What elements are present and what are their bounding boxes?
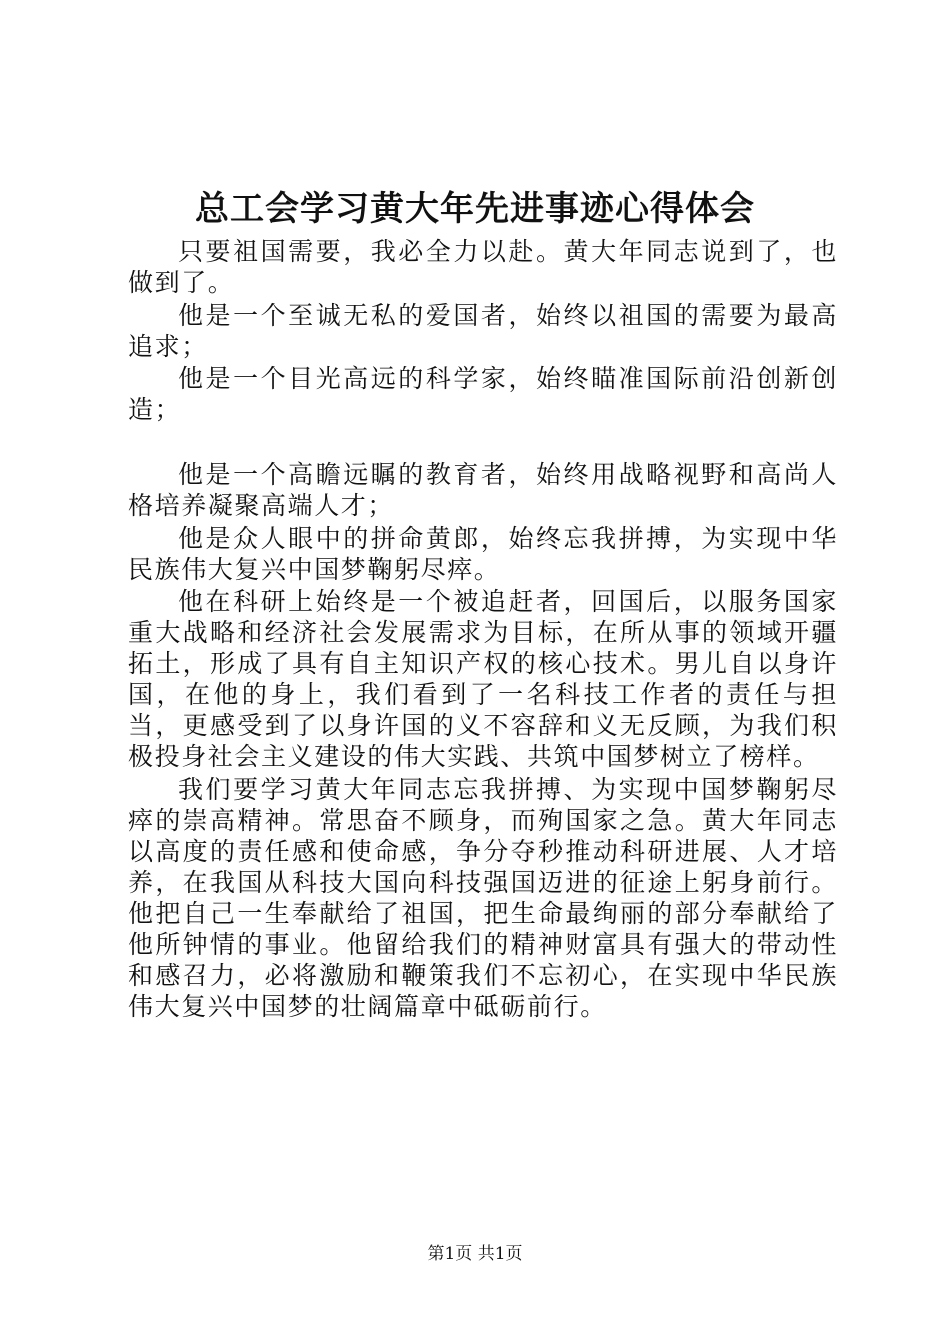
- document-body: [128, 236, 838, 1023]
- paragraph: 他是一个至诚无私的爱国者，始终以祖国的需要为最高追求；: [128, 300, 838, 361]
- page-number-footer: 第1页 共1页: [427, 1244, 523, 1264]
- paragraph: 他是一个目光高远的科学家，始终瞄准国际前沿创新创造；: [128, 364, 838, 424]
- paragraph: 他是众人眼中的拼命黄郎，始终忘我拼搏，为实现中华民族伟大复兴中国梦鞠躬尽瘁。: [128, 523, 838, 584]
- paragraph: 我们要学习黄大年同志忘我拼搏、为实现中国梦鞠躬尽瘁的崇高精神。常思奋不顾身，而殉国家之急。黄大年同志以高度的责任感和使命感，争分夺秒推动科研进展、人才培养，在我国从科技大国向科技强国迈进的征途上躬身前行。他把自己一生奉献给了祖国，把生命最绚丽的部分奉献给了他所钟情的事业。他留给我们的精神财富具有强大的带动性和感召力，必将激励和鞭策我们不忘初心，在实现中华民族伟大复兴中国梦的壮阔篇章中砥砺前行。: [128, 774, 838, 1021]
- paragraph: 只要祖国需要，我必全力以赴。黄大年同志说到了，也做到了。: [128, 237, 838, 297]
- paragraph: 他在科研上始终是一个被追赶者，回国后，以服务国家重大战略和经济社会发展需求为目标，在所从事的领域开疆拓土，形成了具有自主知识产权的核心技术。男儿自以身许国，在他的身上，我们看到了一名科技工作者的责任与担当，更感受到了以身许国的义不容辞和义无反顾，为我们积极投身社会主义建设的伟大实践、共筑中国梦树立了榜样。: [128, 587, 838, 771]
- paragraph: 他是一个高瞻远瞩的教育者，始终用战略视野和高尚人格培养凝聚高端人才；: [128, 460, 838, 520]
- document-title: 总工会学习黄大年先进事迹心得体会: [195, 189, 755, 229]
